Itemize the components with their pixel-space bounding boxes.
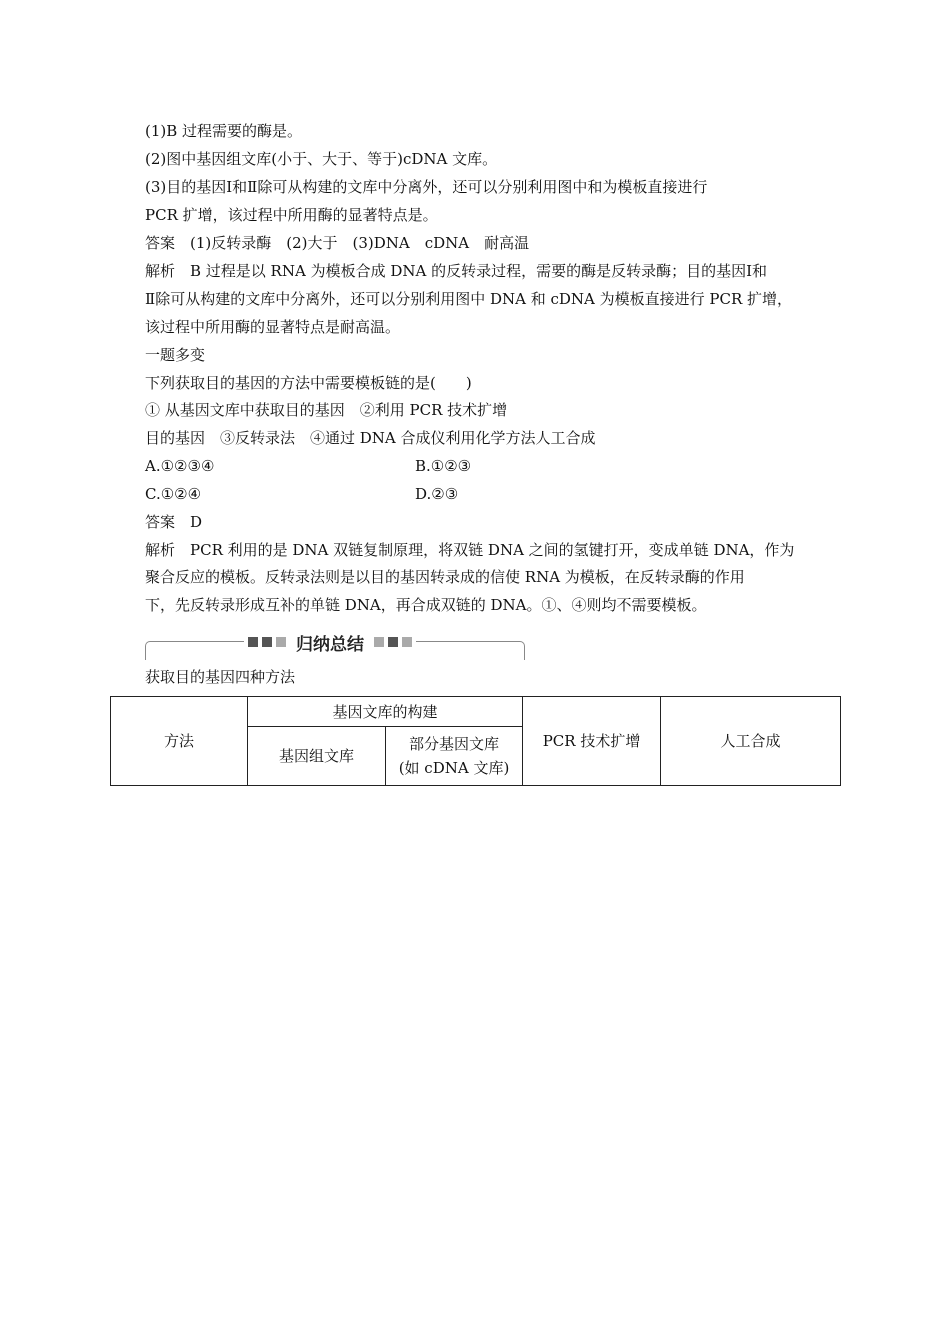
- answer-2: 答案 D: [145, 513, 203, 531]
- question-stem: 下列获取目的基因的方法中需要模板链的是( ): [145, 374, 472, 392]
- header-library: 基因文库的构建: [248, 697, 523, 727]
- header-genomic-library: 基因组文库: [248, 727, 386, 786]
- analysis-1-line-3: 该过程中所用酶的显著特点是耐高温。: [145, 318, 401, 336]
- header-pcr: PCR 技术扩增: [523, 697, 661, 786]
- summary-header: [244, 630, 416, 654]
- summary-subtitle: 获取目的基因四种方法: [145, 668, 296, 686]
- square-decoration-icon: [388, 637, 398, 647]
- square-decoration-icon: [402, 637, 412, 647]
- question-2: (2)图中基因组文库(小于、大于、等于)cDNA 文库。: [145, 150, 498, 168]
- analysis-2-line-3: 下，先反转录形成互补的单链 DNA，再合成双链的 DNA。①、④则均不需要模板。: [145, 596, 707, 614]
- summary-title: 归纳总结: [296, 634, 364, 655]
- option-d: D.②③: [415, 485, 459, 503]
- square-decoration-icon: [248, 637, 258, 647]
- question-3-cont: PCR 扩增，该过程中所用酶的显著特点是。: [145, 206, 438, 224]
- question-3: (3)目的基因Ⅰ和Ⅱ除可从构建的文库中分离外，还可以分别利用图中和为模板直接进行: [145, 178, 708, 196]
- square-decoration-icon: [374, 637, 384, 647]
- question-stem-2: ① 从基因文库中获取目的基因 ②利用 PCR 技术扩增: [145, 401, 508, 419]
- header-method: 方法: [111, 697, 248, 786]
- analysis-2-line-2: 聚合反应的模板。反转录法则是以目的基因转录成的信使 RNA 为模板，在反转录酶的作用: [145, 568, 745, 586]
- question-1: (1)B 过程需要的酶是。: [145, 122, 303, 140]
- partial-library-note: (如 cDNA 文库): [398, 759, 510, 777]
- answer-1: 答案 (1)反转录酶 (2)大于 (3)DNA cDNA 耐高温: [145, 234, 530, 252]
- analysis-1-line-2: Ⅱ除可从构建的文库中分离外，还可以分别利用图中 DNA 和 cDNA 为模板直接进行 PCR 扩增，: [145, 290, 793, 308]
- header-partial-library: [386, 727, 523, 786]
- partial-library-label: 部分基因文库: [409, 735, 500, 753]
- section-heading: 一题多变: [145, 346, 206, 364]
- square-decoration-icon: [276, 637, 286, 647]
- option-b: B.①②③: [415, 457, 472, 475]
- option-c: C.①②④: [145, 485, 202, 503]
- square-decoration-icon: [262, 637, 272, 647]
- analysis-1-line-1: 解析 B 过程是以 RNA 为模板合成 DNA 的反转录过程，需要的酶是反转录酶；目的基因Ⅰ和: [145, 262, 768, 280]
- methods-table: [110, 696, 841, 786]
- option-a: A.①②③④: [145, 457, 215, 475]
- header-synthesis: 人工合成: [661, 697, 841, 786]
- question-stem-3: 目的基因 ③反转录法 ④通过 DNA 合成仪利用化学方法人工合成: [145, 429, 596, 447]
- analysis-2-line-1: 解析 PCR 利用的是 DNA 双链复制原理，将双链 DNA 之间的氢键打开，变成单链 DNA，作为: [145, 541, 795, 559]
